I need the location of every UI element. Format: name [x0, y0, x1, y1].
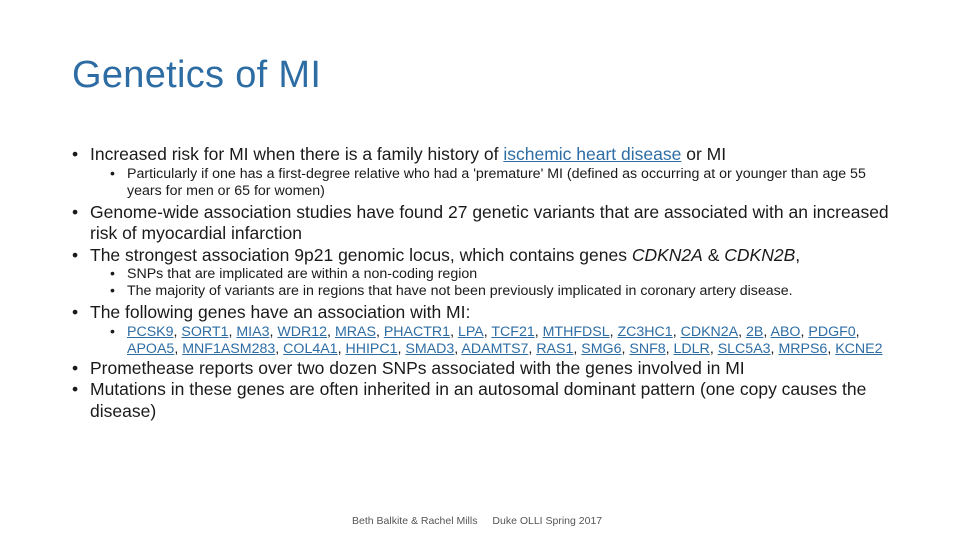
gene-link-wdr12[interactable]: WDR12 — [277, 323, 328, 340]
gene-link-lpa[interactable]: LPA — [457, 323, 484, 340]
bullet-marker: • — [72, 144, 79, 164]
bullet-genes-association — [72, 302, 902, 324]
ischemic-heart-disease-link[interactable]: ischemic heart disease — [503, 144, 682, 164]
gene-link-2b[interactable]: 2B — [746, 323, 764, 340]
gene-link-slc5a3[interactable]: SLC5A3 — [717, 340, 771, 357]
gene-link-pcsk9[interactable]: PCSK9 — [127, 323, 174, 340]
bullet-marker: • — [110, 323, 115, 340]
gene-link-mras[interactable]: MRAS — [334, 323, 376, 340]
footer-event: Duke OLLI Spring 2017 — [492, 515, 603, 527]
gene-link-ldlr[interactable]: LDLR — [673, 340, 710, 357]
sub-bullet-non-coding — [72, 266, 902, 283]
gene-link-mnf1asm283[interactable]: MNF1ASM283 — [182, 340, 276, 357]
slide-title: Genetics of MI — [72, 54, 322, 96]
gene-link-smg6[interactable]: SMG6 — [581, 340, 622, 357]
gene-cdkn2b: CDKN2B — [724, 244, 796, 265]
bullet-text-suffix: or MI — [681, 144, 727, 164]
bullet-marker: • — [110, 283, 115, 299]
bullet-promethease — [72, 358, 902, 380]
bullet-text-suffix: , — [795, 244, 801, 265]
bullet-marker: • — [110, 165, 115, 182]
gene-cdkn2a: CDKN2A — [631, 244, 703, 265]
sub-bullet-text: The majority of variants are in regions that have not been previously implicated in coronary artery disease. — [127, 283, 793, 299]
gene-link-snf8[interactable]: SNF8 — [629, 340, 666, 357]
bullet-marker: • — [110, 266, 115, 282]
gene-link-mrps6[interactable]: MRPS6 — [778, 340, 828, 357]
bullet-text: The following genes have an association with MI: — [90, 302, 471, 322]
gene-link-cdkn2a[interactable]: CDKN2A — [680, 323, 739, 340]
gene-link-col4a1[interactable]: COL4A1 — [283, 340, 338, 357]
gene-link-adamts7[interactable]: ADAMTS7 — [461, 340, 529, 357]
gene-link-smad3[interactable]: SMAD3 — [405, 340, 455, 357]
gene-link-hhipc1[interactable]: HHIPC1 — [345, 340, 398, 357]
sub-bullet-premature-mi — [72, 166, 902, 200]
sub-bullet-gene-list — [72, 324, 902, 358]
bullet-text: Genome-wide association studies have found 27 genetic variants that are associated with an increased risk of myocardial infarction — [90, 201, 889, 243]
bullet-9p21 — [72, 245, 902, 267]
bullet-marker: • — [72, 379, 79, 399]
gene-link-mthfdsl[interactable]: MTHFDSL — [542, 323, 610, 340]
gene-link-abo[interactable]: ABO — [770, 323, 801, 340]
gene-link-zc3hc1[interactable]: ZC3HC1 — [617, 323, 673, 340]
ampersand: & — [702, 244, 725, 265]
gene-link-ras1[interactable]: RAS1 — [536, 340, 574, 357]
gene-list: PCSK9, SORT1, MIA3, WDR12, MRAS, PHACTR1, LPA, TCF21, MTHFDSL, ZC3HC1, CDKN2A, 2B, ABO, PDGF0, APOA5, MNF1ASM283, COL4A1, HHIPC1, SMAD3, ADAMTS7, RAS1, SMG6, SNF8, LDLR, SLC5A3, MRPS6, KCNE2 — [127, 323, 883, 357]
gene-link-mia3[interactable]: MIA3 — [236, 323, 270, 340]
slide-content — [72, 144, 902, 422]
gene-link-pdgf0[interactable]: PDGF0 — [808, 323, 856, 340]
gene-link-sort1[interactable]: SORT1 — [181, 323, 229, 340]
bullet-marker: • — [72, 357, 79, 378]
gene-link-tcf21[interactable]: TCF21 — [491, 323, 535, 340]
bullet-marker: • — [72, 302, 79, 322]
bullet-text: Promethease reports over two dozen SNPs associated with the genes involved in MI — [90, 357, 745, 378]
bullet-gwas — [72, 202, 902, 245]
footer-authors: Beth Balkite & Rachel Mills — [352, 515, 478, 527]
slide-footer — [352, 515, 602, 527]
bullet-inheritance — [72, 379, 902, 422]
bullet-text: Mutations in these genes are often inherited in an autosomal dominant pattern (one copy causes the disease) — [90, 379, 867, 421]
bullet-marker: • — [72, 201, 79, 222]
gene-link-phactr1[interactable]: PHACTR1 — [383, 323, 451, 340]
bullet-marker: • — [72, 244, 79, 265]
bullet-text: Increased risk for MI when there is a family history of — [90, 144, 504, 164]
bullet-family-history — [72, 144, 902, 166]
sub-bullet-text: SNPs that are implicated are within a non-coding region — [127, 266, 478, 282]
gene-link-kcne2[interactable]: KCNE2 — [835, 340, 883, 357]
gene-link-apoa5[interactable]: APOA5 — [127, 340, 175, 357]
sub-bullet-text: Particularly if one has a first-degree relative who had a 'premature' MI (defined as occurring at or younger than age 55 years for men or 65 for women) — [127, 165, 866, 199]
bullet-text: The strongest association 9p21 genomic locus, which contains genes — [90, 244, 632, 265]
sub-bullet-variants — [72, 283, 902, 300]
